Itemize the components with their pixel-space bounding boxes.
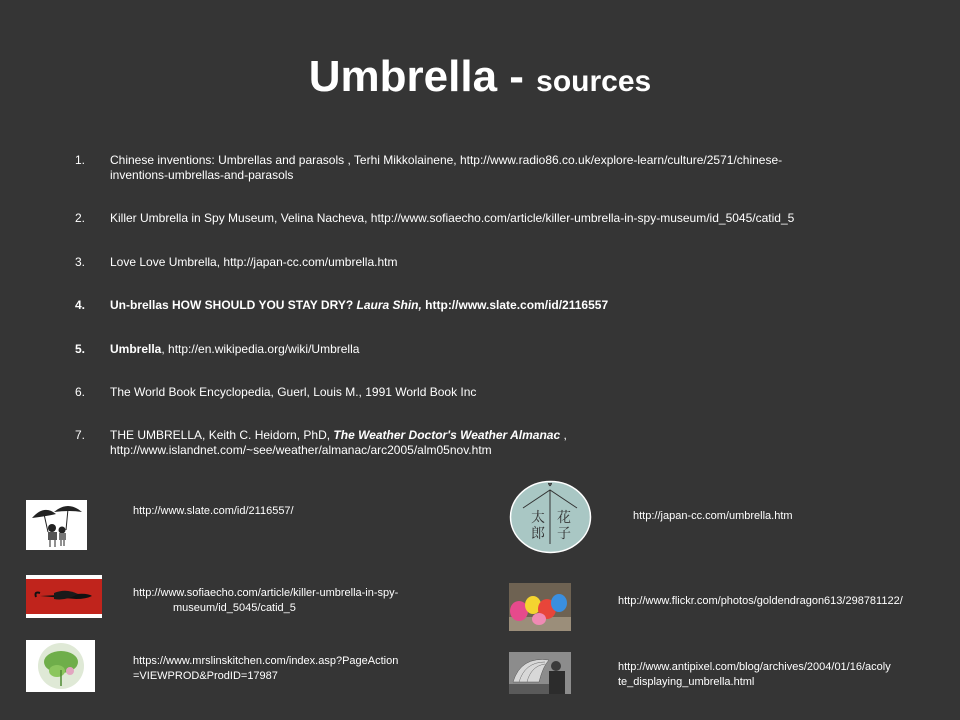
reference-text: Chinese inventions: Umbrellas and parasols , Terhi Mikkolainene, http://www.radio86.co.uk/explore-learn/culture/2571/chinese-inventions-umbrellas-and-parasols [110,153,783,182]
reference-author: Laura Shin, [356,298,422,312]
caption-line: https://www.mrslinskitchen.com/index.asp?PageAction [133,655,399,667]
caption-line: te_displaying_umbrella.html [618,676,755,688]
svg-text:子: 子 [557,526,571,542]
caption-line: http://www.antipixel.com/blog/archives/2004/01/16/acoly [618,661,891,673]
reference-title: Umbrella [110,342,162,356]
umbrella-cartoon-image [26,500,87,550]
image-caption-sofiaecho [133,586,398,616]
reference-url: http://www.slate.com/id/2116557 [421,298,609,312]
svg-text:郎: 郎 [531,526,545,542]
acolyte-umbrella-photo [509,652,571,694]
title-main: Umbrella - [308,52,537,101]
list-number: 2. [75,211,86,225]
list-number: 4. [75,298,86,312]
svg-text:太: 太 [531,510,545,526]
list-number: 5. [75,342,86,356]
colorful-umbrellas-photo [509,583,571,631]
reference-text: Killer Umbrella in Spy Museum, Velina Nacheva, http://www.sofiaecho.com/article/killer-umbrella-in-spy-museum/id_5045/catid_5 [110,211,795,225]
list-number: 7. [75,428,86,442]
caption-line: http://www.sofiaecho.com/article/killer-umbrella-in-spy- [133,587,399,599]
reference-url: , http://www.islandnet.com/~see/weather/almanac/arc2005/alm05nov.htm [110,428,567,457]
reference-url: , http://en.wikipedia.org/wiki/Umbrella [161,342,360,356]
lotus-leaf-image [26,640,95,692]
list-item [75,385,815,400]
list-item [75,298,815,313]
list-item [75,211,815,226]
image-caption-japan: http://japan-cc.com/umbrella.htm [633,510,793,522]
list-number: 6. [75,385,86,399]
caption-line: museum/id_5045/catid_5 [173,602,296,614]
reference-text: The World Book Encyclopedia, Guerl, Louis M., 1991 World Book Inc [110,385,477,399]
image-caption-slate: http://www.slate.com/id/2116557/ [133,505,294,517]
love-umbrella-image [509,480,592,554]
reference-text: Un-brellas HOW SHOULD YOU STAY DRY? [110,298,357,312]
list-number: 1. [75,153,86,167]
title-sub: sources [536,65,652,98]
reference-text: Love Love Umbrella, http://japan-cc.com/umbrella.htm [110,255,398,269]
reference-list [75,153,815,458]
image-caption-mrslin [133,654,398,684]
reference-publication: The Weather Doctor's Weather Almanac [333,428,561,442]
list-number: 3. [75,255,86,269]
page-title [0,50,960,109]
svg-text:花: 花 [557,510,571,526]
caption-line: =VIEWPROD&ProdID=17987 [133,670,278,682]
list-item [75,153,815,183]
image-caption-antipixel [618,660,891,690]
list-item [75,342,815,357]
reference-text: THE UMBRELLA, Keith C. Heidorn, PhD, [110,428,334,442]
list-item [75,255,815,270]
spy-umbrella-image [26,575,102,618]
image-caption-flickr: http://www.flickr.com/photos/goldendragon613/298781122/ [618,595,903,607]
list-item [75,428,815,458]
